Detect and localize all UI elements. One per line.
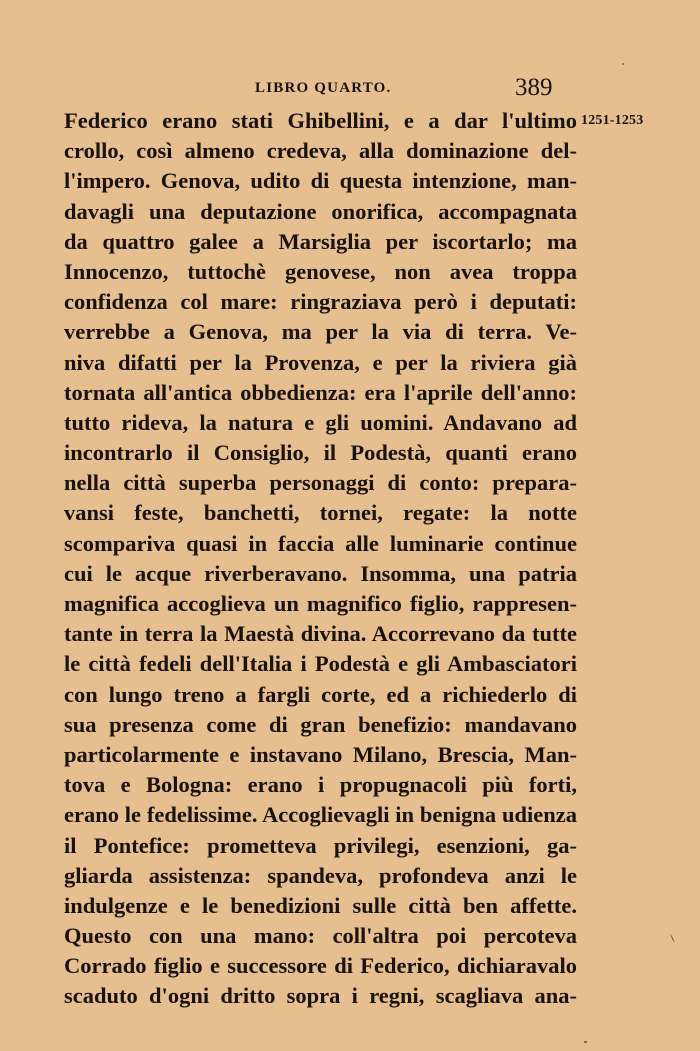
text-line: scaduto d'ogni dritto sopra i regni, scagliava ana- [64,983,577,1009]
paper-speck [584,1041,587,1043]
running-head [0,74,700,104]
text-line: scompariva quasi in faccia alle luminarie continue [64,530,577,556]
text-line: le città fedeli dell'Italia i Podestà e gli Ambasciatori [64,651,577,677]
text-line: da quattro galee a Marsiglia per iscortarlo; ma [64,228,577,254]
text-line: l'impero. Genova, udito di questa intenzione, man- [64,168,577,194]
text-line: Corrado figlio e successore di Federico, dichiaravalo [64,953,577,979]
text-line: tutto rideva, la natura e gli uomini. Andavano ad [64,409,577,435]
margin-date-note: 1251-1253 [581,113,644,128]
text-line: davagli una deputazione onorifica, accompagnata [64,198,577,224]
paper-speck [670,934,675,943]
text-line: niva difatti per la Provenza, e per la riviera già [64,349,577,375]
text-line: particolarmente e instavano Milano, Brescia, Man- [64,741,577,767]
text-line: verrebbe a Genova, ma per la via di terra. Ve- [64,319,577,345]
text-line: il Pontefice: prometteva privilegi, esenzioni, ga- [64,832,577,858]
text-line: gliarda assistenza: spandeva, profondeva anzi le [64,862,577,888]
text-line: confidenza col mare: ringraziava però i deputati: [64,289,577,315]
text-line: Federico erano stati Ghibellini, e a dar l'ultimo [64,108,577,133]
text-line: tova e Bologna: erano i propugnacoli più forti, [64,772,577,798]
text-line: incontrarlo il Consiglio, il Podestà, quanti erano [64,440,577,466]
text-line: vansi feste, banchetti, tornei, regate: la notte [64,500,577,526]
body-text [64,106,577,1012]
text-line: magnifica accoglieva un magnifico figlio, rappresen- [64,591,577,616]
text-line: crollo, così almeno credeva, alla dominazione del- [64,138,577,164]
book-title: LIBRO QUARTO. [255,80,392,96]
page-number: 389 [515,74,553,101]
text-line: sua presenza come di gran benefizio: mandavano [64,711,577,737]
text-line: tornata all'antica obbedienza: era l'aprile dell'anno: [64,379,577,405]
text-line: indulgenze e le benedizioni sulle città ben affette. [64,892,577,918]
text-line: erano le fedelissime. Accoglievagli in benigna udienza [64,802,577,828]
paper-speck [622,63,624,65]
text-line: Innocenzo, tuttochè genovese, non avea troppa [64,258,577,284]
text-line: tante in terra la Maestà divina. Accorrevano da tutte [64,621,577,647]
text-line: Questo con una mano: coll'altra poi percoteva [64,923,577,949]
text-line: nella città superba personaggi di conto: prepara- [64,470,577,496]
text-line: con lungo treno a fargli corte, ed a richiederlo di [64,681,577,707]
text-line: cui le acque riverberavano. Insomma, una patria [64,560,577,586]
